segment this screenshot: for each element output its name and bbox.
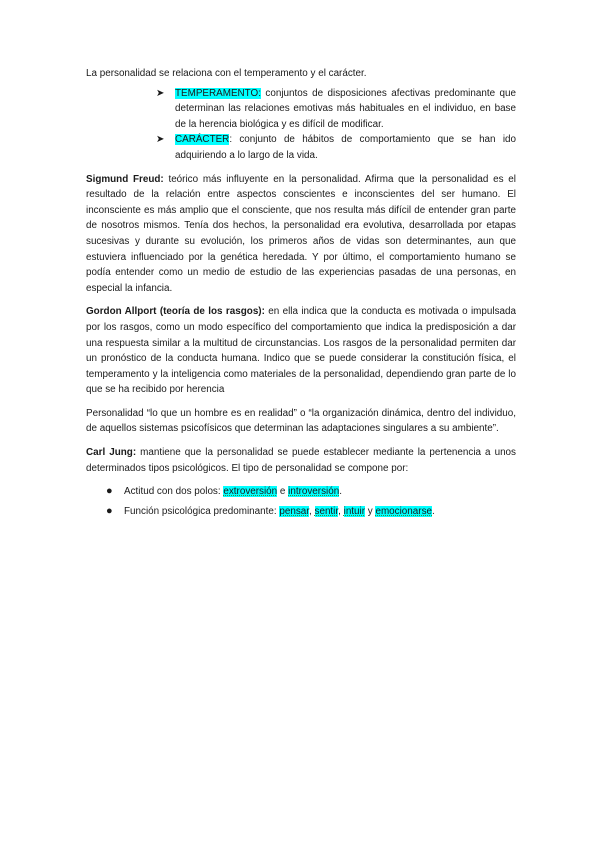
- bullet-item-actitud: [106, 484, 516, 500]
- bullet2-prefix: Función psicológica predominante:: [124, 505, 280, 517]
- intro-paragraph: La personalidad se relaciona con el temperamento y el carácter.: [86, 68, 367, 79]
- bullet-list: [106, 484, 516, 519]
- term-pensar: pensar: [279, 505, 310, 517]
- term-temperamento: TEMPERAMENTO:: [175, 87, 261, 99]
- term-sentir: sentir: [314, 505, 339, 517]
- jung-text: mantiene que la personalidad se puede establecer mediante la pertenencia a unos determinados tipos psicológicos. El tipo de personalidad se compone por:: [86, 447, 516, 474]
- list-item-temperamento: [156, 86, 516, 133]
- allport-text: en ella indica que la conducta es motivada o impulsada por los rasgos, como un modo específico del comportamiento que indica la predisposición a dar una respuesta similar a la multitud de circunstancias. Los rasgos de la personalidad permiten dar un pronóstico de la conducta humana. Indico que se puede considerar la constitución física, el temperamento y la inteligencia como materiales de la personalidad, dependiendo gran parte de lo que se ha recibido por herencia: [86, 306, 516, 396]
- arrow-bullet-icon: ➤: [156, 134, 165, 146]
- bullet2-end: .: [432, 505, 435, 517]
- freud-name: Sigmund Freud:: [86, 173, 164, 185]
- arrow-list: [156, 86, 516, 164]
- freud-paragraph: [86, 172, 516, 297]
- term-introversion: introversión: [288, 486, 340, 498]
- term-intuir: intuir: [343, 505, 366, 517]
- list-item-caracter: [156, 132, 516, 163]
- term-emocionarse: emocionarse: [375, 505, 433, 517]
- bullet1-mid: e: [277, 486, 289, 498]
- freud-text: teórico más influyente en la personalidad. Afirma que la personalidad es el resultado de la relación entre aspectos conscientes e inconscientes del ser humano. El inconsciente es más amplio que el consciente, que nos resulta más difícil de entender gran parte de nosotros mismos. Tenía dos hechos, la personalidad era evolutiva, desarrollada por etapas sucesivas y durante su evolución, los primeros años de vidas son determinantes, aun que estuviera influenciado por la genética heredada. Y por último, el comportamiento humano se podía entender como un medio de estudio de las experiencias pasadas de una personas, en especial la infancia.: [86, 173, 516, 294]
- document-body: [86, 66, 516, 523]
- definition-paragraph: Personalidad “lo que un hombre es en realidad” o “la organización dinámica, dentro del individuo, de aquellos sistemas psicofísicos que determinan las adaptaciones singulares a su ambiente”.: [86, 407, 516, 435]
- definition-caracter: : conjunto de hábitos de comportamiento que se han ido adquiriendo a lo largo de la vida.: [175, 134, 516, 161]
- allport-paragraph: [86, 304, 516, 398]
- bullet1-prefix: Actitud con dos polos:: [124, 486, 224, 498]
- bullet-dot-icon: ●: [106, 504, 113, 517]
- bullet1-end: .: [339, 486, 342, 498]
- definition-temperamento: conjuntos de disposiciones afectivas predominante que determinan las relaciones emotivas más habituales en el individuo, en base de la herencia biológica y es difícil de modificar.: [175, 87, 516, 130]
- term-caracter: CARÁCTER: [175, 134, 230, 146]
- bullet2-sep3: y: [365, 505, 376, 517]
- jung-paragraph: [86, 445, 516, 476]
- term-extroversion: extroversión: [223, 486, 278, 498]
- bullet2-sep2: ,: [338, 505, 344, 517]
- jung-name: Carl Jung:: [86, 447, 137, 459]
- bullet-item-funcion: [106, 504, 516, 520]
- arrow-bullet-icon: ➤: [156, 87, 165, 99]
- bullet2-sep1: ,: [309, 505, 315, 517]
- bullet-dot-icon: ●: [106, 485, 113, 498]
- allport-name: Gordon Allport (teoría de los rasgos):: [86, 306, 265, 318]
